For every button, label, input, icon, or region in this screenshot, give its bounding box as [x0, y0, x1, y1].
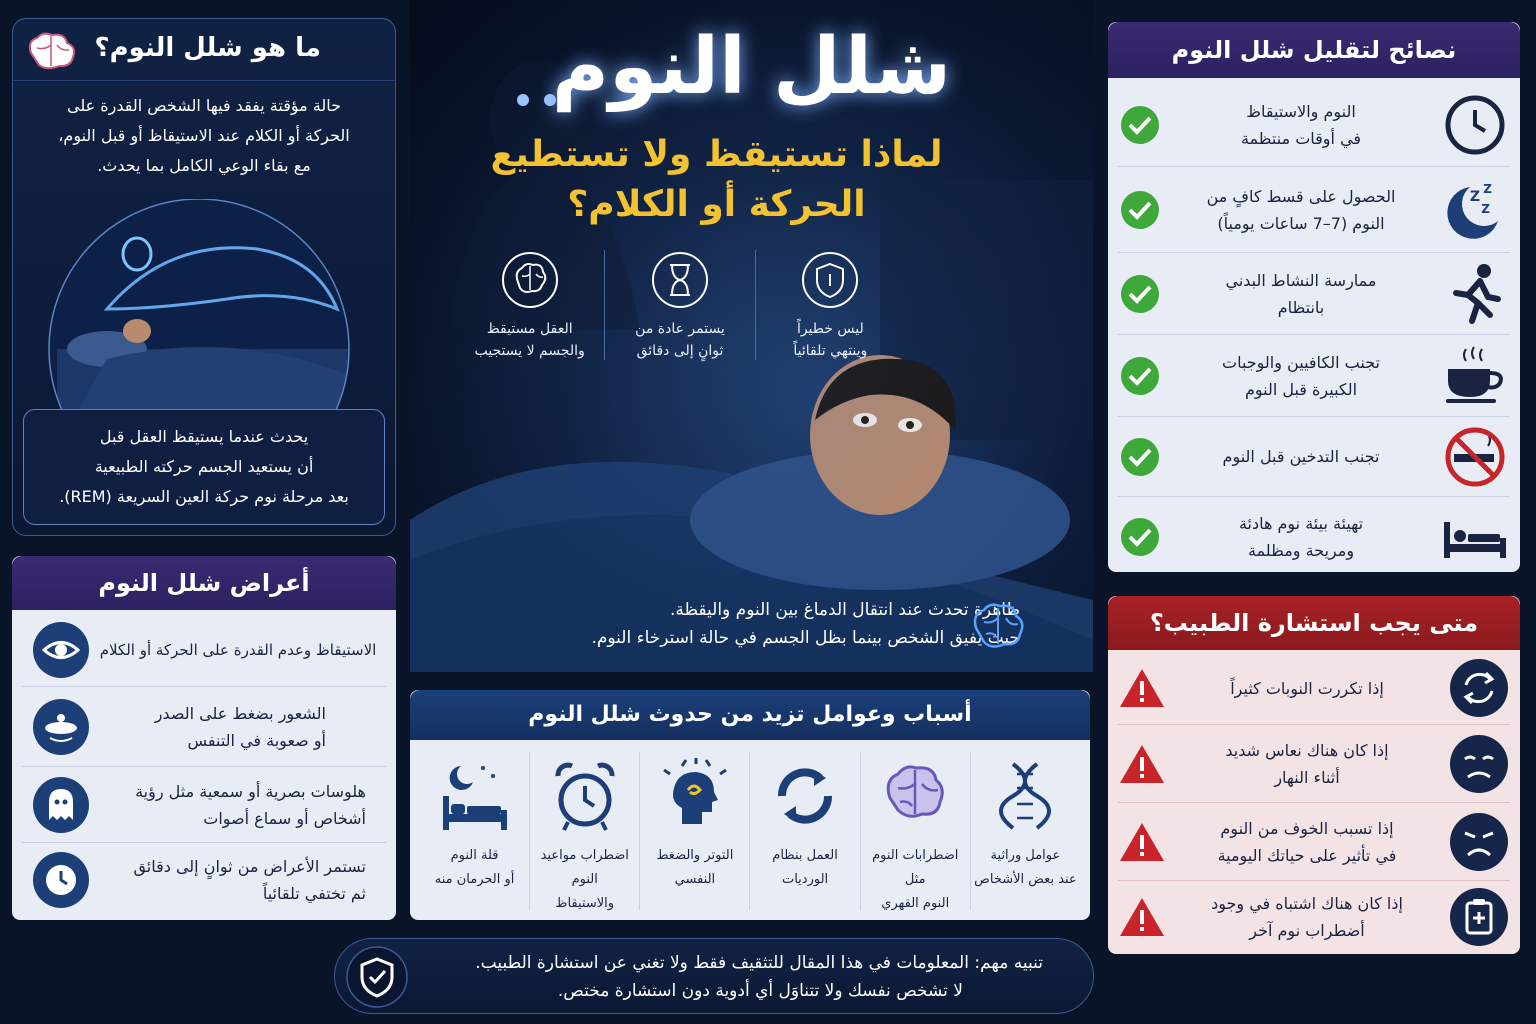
tip-item — [1118, 84, 1510, 166]
brain-icon — [25, 29, 81, 73]
fact-label: والجسم لا يستجيب — [474, 343, 585, 359]
tip-label: ممارسة النشاط البدني — [1225, 270, 1377, 290]
cause-label: الورديات — [781, 872, 829, 887]
hero-caption-line2: حيث يفيق الشخص بينما بظل الجسم في حالة استرخاء النوم. — [591, 628, 1020, 648]
desc-line: الحركة أو الكلام عند الاستيقاظ أو قبل النوم، — [58, 126, 350, 145]
shield-icon — [800, 250, 860, 310]
brain-icon — [500, 250, 560, 310]
tip-item — [1118, 416, 1510, 496]
clock-icon — [1440, 90, 1510, 160]
box-line: يحدث عندما يستيقظ العقل قبل — [99, 427, 309, 446]
eye-icon — [32, 621, 90, 679]
tip-item — [1118, 496, 1510, 576]
causes-card — [410, 690, 1090, 920]
symptom-label: الشعور بضغط على الصدر — [154, 703, 326, 723]
fact-label: العقل مستيقظ — [486, 321, 573, 337]
symptom-item — [22, 614, 386, 686]
tip-label: النوم والاستيقاظ — [1246, 102, 1356, 121]
desc-line: حالة مؤقتة يفقد فيها الشخص القدرة على — [66, 96, 341, 115]
symptom-label: الاستيقاظ وعدم القدرة على الحركة أو الكلام — [99, 640, 377, 659]
check-icon — [1118, 103, 1162, 147]
symptoms-title: أعراض شلل النوم — [12, 556, 396, 610]
hero-facts — [455, 250, 905, 360]
what-is-description — [23, 91, 385, 181]
hourglass-icon — [650, 250, 710, 310]
cause-label: اضطرابات النوم مثل — [872, 848, 959, 887]
fact-label: وينتهي تلقائياً — [793, 343, 868, 359]
tip-label: بانتظام — [1277, 297, 1325, 317]
cause-label: النوم القهري — [881, 896, 950, 911]
cause-label: والاستيقاظ — [555, 896, 615, 911]
check-icon — [1118, 354, 1162, 398]
cause-label: عوامل وراثية — [990, 848, 1061, 863]
warning-icon — [1118, 666, 1166, 710]
doctor-label: أضطراب نوم آخر — [1249, 920, 1365, 940]
bed-night-icon — [437, 758, 513, 834]
chest-pressure-icon — [32, 698, 90, 756]
notice-text — [475, 949, 1043, 1005]
check-icon — [1118, 272, 1162, 316]
cause-item — [970, 752, 1080, 910]
bed-icon — [1440, 502, 1510, 572]
cause-item — [529, 752, 639, 910]
causes-grid — [420, 752, 1080, 910]
symptom-label: أو صعوبة في التنفس — [187, 730, 326, 750]
cause-label: قلة النوم — [450, 848, 499, 863]
what-is-header — [13, 19, 395, 81]
cause-label: النفسي — [674, 872, 716, 887]
tip-label: في أوقات منتظمة — [1240, 129, 1362, 148]
hero-caption — [460, 596, 1020, 652]
symptom-item — [22, 842, 386, 916]
doctor-item — [1118, 652, 1510, 724]
notice-bar — [334, 938, 1094, 1014]
desc-line: مع بقاء الوعي الكامل بما يحدث. — [97, 156, 311, 175]
doctor-label: إذا تكررت النوبات كثيراً — [1230, 678, 1384, 698]
doctor-label: أثناء النهار — [1274, 767, 1340, 787]
doctor-label: في تأثير على حياتك اليومية — [1217, 845, 1397, 865]
tip-item — [1118, 166, 1510, 252]
notice-line: لا تشخص نفسك ولا تتناوَل أي أدوية دون استشارة مختص. — [557, 981, 963, 1001]
sleepy-face-icon — [1448, 733, 1510, 795]
tip-item — [1118, 334, 1510, 416]
box-line: أن يستعيد الجسم حركته الطبيعية — [94, 457, 314, 476]
symptom-item — [22, 766, 386, 842]
tips-title: نصائح لتقليل شلل النوم — [1108, 22, 1520, 78]
doctor-label: إذا تسبب الخوف من النوم — [1220, 818, 1394, 838]
shift-cycle-icon — [770, 758, 840, 834]
cause-label: أو الحرمان منه — [434, 872, 515, 887]
repeat-icon — [1448, 657, 1510, 719]
check-icon — [1118, 188, 1162, 232]
cause-item — [749, 752, 859, 910]
dna-icon — [995, 758, 1055, 834]
coffee-cup-icon — [1440, 341, 1510, 411]
what-is-box — [23, 409, 385, 525]
symptom-label: هلوسات بصرية أو سمعية مثل رؤية — [135, 781, 366, 801]
warning-icon — [1118, 895, 1166, 939]
fact-not-dangerous — [756, 250, 905, 360]
svg-text:Z: Z — [1469, 188, 1480, 205]
medical-clipboard-icon — [1448, 886, 1510, 948]
hero-panel — [410, 0, 1093, 672]
doctor-title: متى يجب استشارة الطبيب؟ — [1108, 596, 1520, 650]
tips-card — [1108, 22, 1520, 572]
doctor-item — [1118, 880, 1510, 952]
doctor-item — [1118, 802, 1510, 880]
doctor-label: إذا كان هناك اشتباه في وجود — [1211, 893, 1403, 913]
symptom-item — [22, 686, 386, 766]
hero-caption-line1: ظاهرة تحدث عند انتقال الدماغ بين النوم واليقظة. — [669, 600, 1020, 620]
notice-line: تنبيه مهم: المعلومات في هذا المقال للتثقيف فقط ولا تغني عن استشارة الطبيب. — [475, 953, 1043, 973]
stressed-head-icon — [660, 758, 730, 834]
cause-label: عند بعض الأشخاص — [974, 872, 1077, 887]
running-person-icon — [1440, 259, 1510, 329]
fact-label: ثوانٍ إلى دقائق — [636, 343, 724, 359]
svg-text:Z: Z — [1481, 201, 1490, 216]
doctor-label: إذا كان هناك نعاس شديد — [1225, 740, 1389, 760]
hero-subtitle — [410, 130, 1093, 230]
causes-title: أسباب وعوامل تزيد من حدوث شلل النوم — [410, 690, 1090, 740]
tip-label: تجنب الكافيين والوجبات — [1222, 352, 1380, 372]
tip-label: الحصول على قسط كافٍ من — [1206, 186, 1396, 206]
symptom-label: أشخاص أو سماع أصوات — [203, 808, 366, 828]
tip-item — [1118, 252, 1510, 334]
cause-label: اضطراب مواعيد النوم — [540, 848, 629, 887]
fact-label: ليس خطيراً — [796, 321, 864, 337]
ghost-icon — [32, 776, 90, 834]
what-is-card — [12, 18, 396, 536]
symptoms-card — [12, 556, 396, 920]
fact-duration — [605, 250, 754, 360]
shield-check-icon — [345, 945, 409, 1009]
fact-mind-awake — [455, 250, 604, 360]
moon-zzz-icon — [1440, 175, 1510, 245]
warning-icon — [1118, 820, 1166, 864]
tip-label: الكبيرة قبل النوم — [1244, 379, 1358, 399]
what-is-title: ما هو شلل النوم؟ — [94, 33, 321, 63]
check-icon — [1118, 515, 1162, 559]
tip-label: تجنب التدخين قبل النوم — [1222, 447, 1380, 466]
alarm-clock-icon — [550, 758, 620, 834]
sleep-illustration — [47, 199, 351, 429]
clock-icon — [32, 851, 90, 909]
cause-item — [420, 752, 529, 910]
brain-icon — [880, 758, 950, 834]
tip-label: النوم (7–7 ساعات يومياً) — [1217, 213, 1385, 233]
cause-label: التوتر والضغط — [656, 848, 734, 863]
warning-icon — [1118, 742, 1166, 786]
doctor-card — [1108, 596, 1520, 954]
brain-icon — [968, 598, 1030, 654]
tip-label: تهيئة بيئة نوم هادئة — [1238, 513, 1364, 533]
hero-title: شلل النوم — [551, 22, 952, 112]
symptom-label: تستمر الأعراض من ثوانٍ إلى دقائق — [133, 856, 366, 876]
symptom-label: ثم تختفي تلقائياً — [262, 883, 366, 903]
cause-label: العمل بنظام — [772, 848, 838, 863]
box-line: بعد مرحلة نوم حركة العين السريعة (REM). — [59, 487, 349, 506]
fact-label: يستمر عادة من — [635, 321, 725, 337]
cause-item — [639, 752, 749, 910]
svg-text:Z: Z — [1483, 181, 1492, 196]
sad-face-icon — [1448, 811, 1510, 873]
cause-item — [860, 752, 970, 910]
check-icon — [1118, 435, 1162, 479]
hero-subtitle-line2: الحركة أو الكلام؟ — [567, 184, 866, 225]
no-smoking-icon — [1440, 422, 1510, 492]
hero-subtitle-line1: لماذا تستيقظ ولا تستطيع — [490, 134, 943, 175]
doctor-item — [1118, 724, 1510, 802]
tip-label: ومريحة ومظلمة — [1247, 540, 1355, 560]
